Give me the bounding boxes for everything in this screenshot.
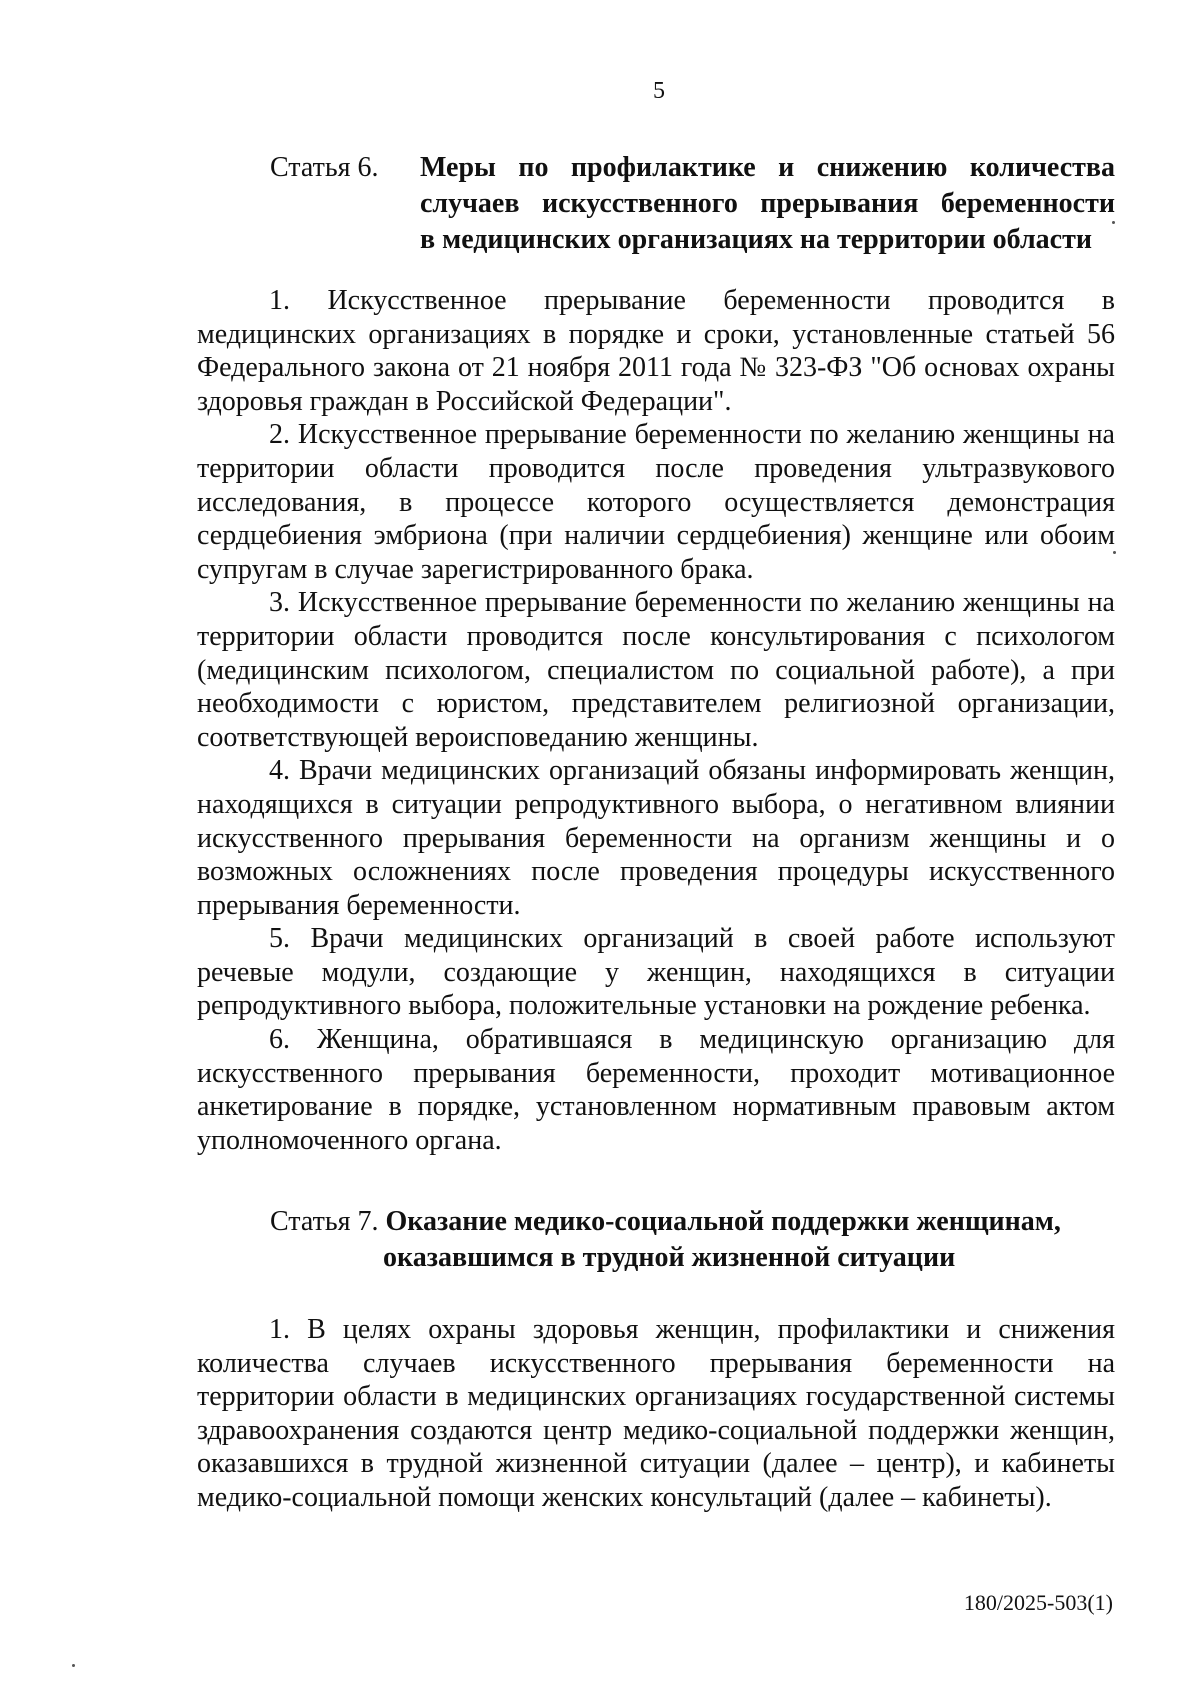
article-7-title-line-1: [270, 1204, 1115, 1240]
article-7-body: [197, 1313, 1115, 1515]
page-number: 5: [653, 78, 665, 104]
article-6-paragraph-4: 4. Врачи медицинских организаций обязаны информировать женщин, находящихся в ситуации репродуктивного выбора, о негативном влиянии искусственного прерывания беременности на организм женщины и о возможных осложнениях после проведения процедуры искусственного прерывания беременности.: [197, 755, 1115, 921]
document-code: 180/2025-503(1): [963, 1590, 1113, 1615]
scan-speck: [1112, 221, 1115, 224]
article-6-body: [197, 284, 1115, 1157]
article-6-title-line: в медицинских организациях на территории области: [420, 224, 1092, 255]
article-7-title-part-1: Оказание медико-социальной поддержки женщинам,: [385, 1206, 1061, 1237]
article-6-paragraph-2: 2. Искусственное прерывание беременности по желанию женщины на территории области проводится после проведения ультразвукового исследования, в процессе которого осуществляется демонстрация сердцебиения эмбриона (при наличии сердцебиения) женщине или обоим супругам в случае зарегистрированного брака.: [197, 419, 1115, 585]
article-6-paragraph-6: 6. Женщина, обратившаяся в медицинскую организацию для искусственного прерывания беременности, проходит мотивационное анкетирование в порядке, установленном нормативным правовым актом уполномоченного органа.: [197, 1024, 1115, 1156]
article-6-prefix: Статья 6.: [270, 152, 379, 183]
article-6-paragraph-5: 5. Врачи медицинских организаций в своей работе используют речевые модули, создающие у женщин, находящихся в ситуации репродуктивного выбора, положительные установки на рождение ребенка.: [197, 923, 1115, 1022]
article-6-title-line: Меры по профилактике и снижению количества: [420, 152, 1115, 183]
article-7-heading: [270, 1204, 1115, 1276]
scan-speck: [1113, 551, 1116, 554]
article-7-prefix: Статья 7.: [270, 1206, 379, 1237]
article-6-paragraph-1: 1. Искусственное прерывание беременности проводится в медицинских организациях в порядке и сроки, установленные статьей 56 Федерального закона от 21 ноября 2011 года № 323-ФЗ "Об основах охраны здоровья граждан в Российской Федерации".: [197, 285, 1115, 417]
article-6-title-line: случаев искусственного прерывания беременности: [420, 188, 1115, 219]
article-6-heading: [270, 150, 1115, 258]
scan-speck: [72, 1664, 75, 1667]
article-6-title: [420, 150, 1115, 258]
article-7-title-line-2: оказавшимся в трудной жизненной ситуации: [383, 1242, 956, 1273]
article-7-paragraph-1: 1. В целях охраны здоровья женщин, профилактики и снижения количества случаев искусственного прерывания беременности на территории области в медицинских организациях государственной системы здравоохранения создаются центр медико-социальной поддержки женщин, оказавшихся в трудной жизненной ситуации (далее – центр), и кабинеты медико-социальной помощи женских консультаций (далее – кабинеты).: [197, 1314, 1115, 1513]
article-6-paragraph-3: 3. Искусственное прерывание беременности по желанию женщины на территории области проводится после консультирования с психологом (медицинским психологом, специалистом по социальной работе), а при необходимости с юристом, представителем религиозной организации, соответствующей вероисповеданию женщины.: [197, 587, 1115, 753]
